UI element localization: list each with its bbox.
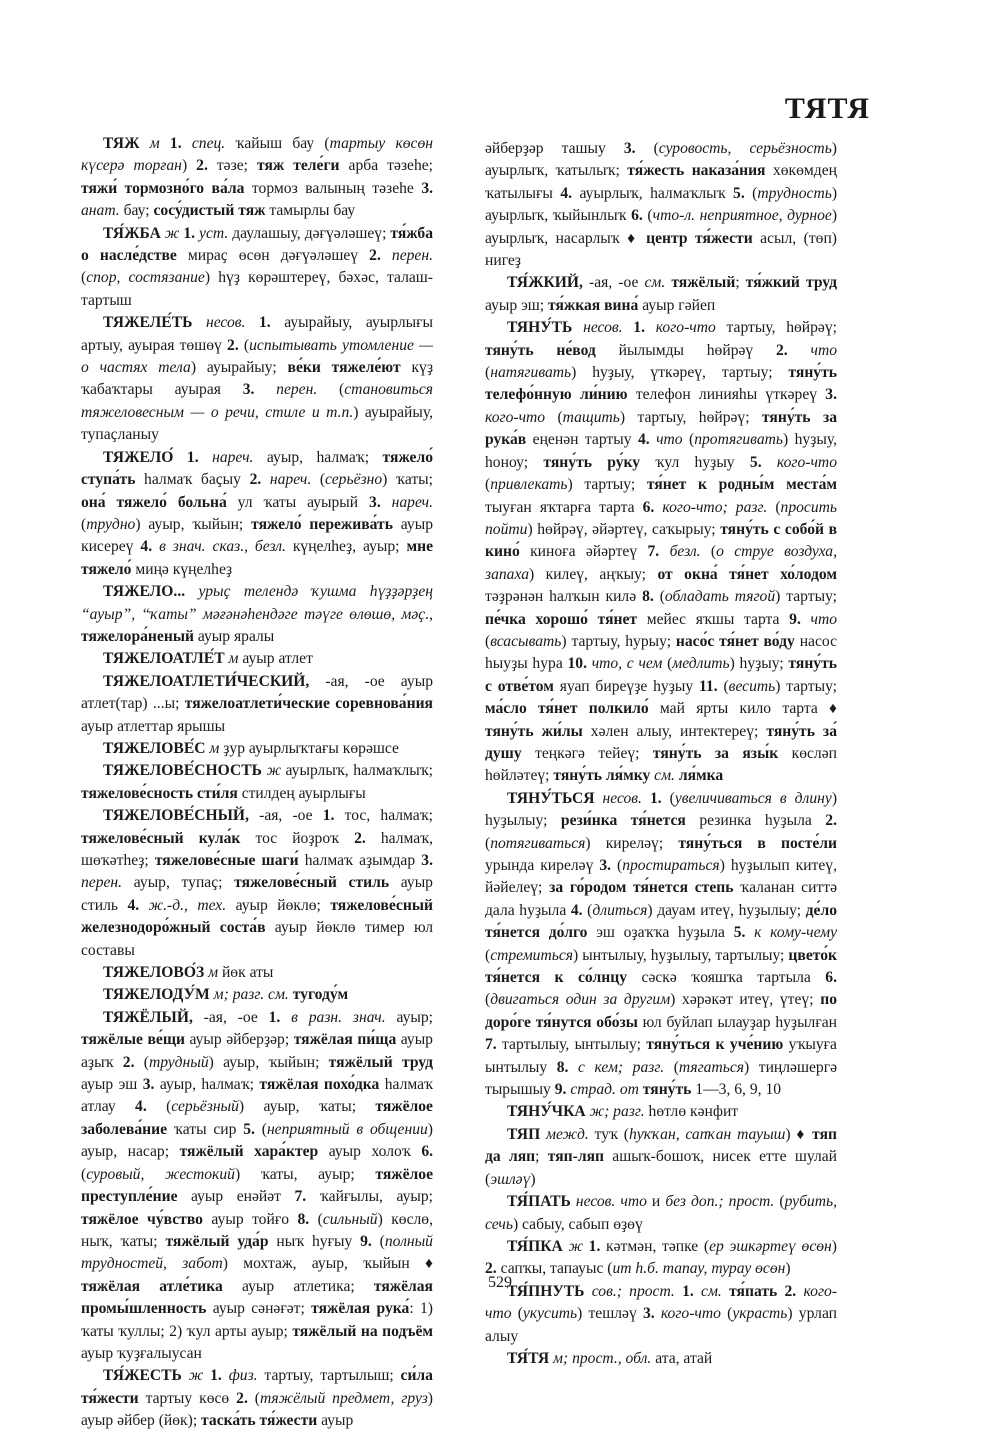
dictionary-entry: ТЯЖЕЛОВЕ́С м ҙур ауырлыҡтағы көрәшсе [103, 739, 399, 757]
dictionary-entry: ТЯЖЕЛОАТЛЕ́Т м ауыр атлет [103, 650, 313, 668]
running-head: ТЯТЯ [784, 92, 870, 125]
dictionary-entry: ТЯНУ́ТЬ несов. 1. кого-что тартыу, һөйрәү; тяну́ть не́вод йылымды һөйрәү 2. что (натягивать) һуҙыу, үткәреү, тартыу; тяну́ть телефо́нную ли́нию телефон линияһы үткәреү 3. кого-что (тащить) тартыу, һөйрәү; тяну́ть за рука́в еңенән тартыу 4. что (протягивать) һуҙыу, һоноу; тяну́ть ру́ку ҡул һуҙыу 5. кого-что (привлекать) тартыу; тя́нет к родны́м места́м тыуған яҡтарға тарта 6. кого-что; разг. (просить пойти) һөйрәү, әйәртеү, саҡырыу; тяну́ть с собо́й в кино́ киноға әйәртеү 7. безл. (о струе воздуха, запаха) килеү, аңҡыу; от окна́ тя́нет хо́лодом тәҙрәнән һалҡын килә 8. (обладать тягой) тартыу; пе́чка хорошо́ тя́нет мейес яҡшы тарта 9. что (всасывать) тартыу, һурыу; насо́с тя́нет во́ду насос һыуҙы һура 10. что, с чем (медлить) һуҙыу; тяну́ть с отве́том яуап биреүҙе һуҙыу 11. (весить) тартыу; ма́сло тя́нет полкило́ май ярты кило тарта ♦ тяну́ть жи́лы хәлен алыу, интектереү; тяну́ть за́ душу теңкәгә тейеү; тяну́ть за язы́к көсләп һөйләтеү; тяну́ть ля́мку см. ля́мка [485, 319, 838, 785]
dictionary-entry: ТЯ́ПКА ж 1. кәтмән, тәпке (ер эшкәртеү өсөн) 2. сапҡы, тапауыс (ит һ.б. тапау, турау өсөн) [485, 1237, 837, 1278]
dictionary-entry: әйберҙәр ташыу 3. (суровость, серьёзность) ауырлыҡ, ҡатылыҡ; тя́жесть наказа́ния хөкөмдең ҡатылығы 4. ауырлыҡ, һалмаҡлыҡ 5. (трудность) ауырлыҡ, ҡыйынлыҡ 6. (что-л. неприятное, дурное) ауырлыҡ, насарлыҡ ♦ центр тя́жести асыл, (төп) нигеҙ [485, 140, 838, 270]
dictionary-entry: ТЯЖЕЛОВЕ́СНЫЙ, -ая, -ое 1. тос, һалмаҡ; тяжелове́сный кула́к тос йоҙроҡ 2. һалмаҡ, шөҡәтһеҙ; тяжелове́сные шаги́ һалмаҡ аҙымдар 3. перен. ауыр, тупаҫ; тяжелове́сный стиль ауыр стиль 4. ж.-д., тех. ауыр йөклө; тяжелове́сный железнодоро́жный соста́в ауыр йөклө тимер юл составы [81, 807, 433, 959]
dictionary-entry: ТЯ́ЖКИЙ, -ая, -ое см. тяжёлый; тя́жкий труд ауыр эш; тя́жкая вина́ ауыр гәйеп [485, 274, 837, 314]
dictionary-entry: ТЯ́ПНУТЬ сов.; прост. 1. см. тя́пать 2. кого-что (укусить) тешләү 3. кого-что (украсть) урлап алыу [485, 1282, 838, 1345]
dictionary-entry: ТЯЖ м 1. спец. ҡайыш бау (тартыу көсөн күсерә торған) 2. тәзе; тяж теле́ги арба тәзеһе; тяжи́ тормозно́го ва́ла тормоз валының тәзеһе 3. анат. бау; сосу́дистый тяж тамырлы бау [81, 135, 434, 220]
dictionary-entry: ТЯЖЕЛОАТЛЕТИ́ЧЕСКИЙ, -ая, -ое ауыр атлет(тар) ...ы; тяжелоатлети́ческие соревнова́ния ауыр атлеттар ярышы [81, 672, 433, 735]
dictionary-entry: ТЯ́ЖБА ж 1. уст. даулашыу, дәғүәләшеү; тя́жба о насле́дстве мираҫ өсөн дәғүәләшеү 2. перен. (спор, состязание) һүҙ көрәштереү, бәхәс, талаш-тартыш [81, 224, 433, 309]
dictionary-entry: ТЯ́ЖЕСТЬ ж 1. физ. тартыу, тартылыш; си́ла тя́жести тартыу көсө 2. (тяжёлый предмет, груз) ауыр әйбер (йөк); таска́ть тя́жести ауыр [81, 1367, 433, 1430]
dictionary-entry: ТЯЖЕЛО... урыҫ телендә ҡушма һүҙҙәрҙең “ауыр”, “ҡаты” мәғәнәһендәге тәүге өлөшө, мәҫ., тяжелора́неный ауыр яралы [81, 583, 433, 645]
dictionary-entry: ТЯЖЕЛЕ́ТЬ несов. 1. ауырайыу, ауырлығы артыу, ауырая төшөү 2. (испытывать утомление — о частях тела) ауырайыу; ве́ки тяжеле́ют күҙ ҡабаҡтары ауырая 3. перен. (становиться тяжеловесным — о речи, стиле и т.п.) ауырайыу, тупаҫланыу [81, 314, 434, 444]
dictionary-entry: ТЯП межд. туҡ (һуҡҡан, сапҡан тауыш) ♦ тяп да ляп; тяп-ляп ашыҡ-бошоҡ, нисек етте шулай (эшләү) [485, 1125, 838, 1188]
dictionary-entry: ТЯЖЕЛОВО́З м йөк аты [103, 964, 274, 982]
dictionary-entry: ТЯ́ТЯ м; прост., обл. ата, атай [507, 1349, 713, 1367]
dictionary-entry: ТЯЖЕЛОВЕ́СНОСТЬ ж ауырлыҡ, һалмаҡлыҡ; тяжелове́сность сти́ля стилдең ауырлығы [81, 762, 433, 802]
dictionary-entry: ТЯНУ́ЧКА ж; разг. һөтлө кәнфит [507, 1103, 739, 1121]
dictionary-entry: ТЯНУ́ТЬСЯ несов. 1. (увеличиваться в длину) һуҙылыу; рези́нка тя́нется резинка һуҙыла 2. (потягиваться) киреләү; тяну́ться в посте́ли урында киреләү 3. (простираться) һуҙылып китеү, йәйелеү; за го́родом тя́нется степь ҡаланан ситтә дала һуҙыла 4. (длиться) дауам итеү, һуҙылыу; де́ло тя́нется до́лго эш оҙаҡҡа һуҙыла 5. к кому-чему (стремиться) ынтылыу, һуҙылыу, тартылыу; цвето́к тя́нется к со́лнцу сәскә ҡояшҡа тартыла 6. (двигаться один за другим) хәрәкәт итеү, үтеү; по доро́ге тя́нутся обо́зы юл буйлап ылауҙар һуҙылған 7. тартылыу, ынтылыу; тяну́ться к уче́нию уҡыуға ынтылыу 8. с кем; разг. (тягаться) тиңләшергә тырышыу 9. страд. от тяну́ть 1—3, 6, 9, 10 [485, 789, 838, 1099]
dictionary-entry: ТЯ́ПАТЬ несов. что и без доп.; прост. (рубить, сечь) сабыу, сабып өҙөү [485, 1193, 837, 1233]
page-number: 529 [488, 1274, 512, 1291]
dictionary-entry: ТЯЖЁЛЫЙ, -ая, -ое 1. в разн. знач. ауыр; тяжёлые ве́щи ауыр әйберҙәр; тяжёлая пи́ща ауыр аҙыҡ 2. (трудный) ауыр, ҡыйын; тяжёлый труд ауыр эш 3. ауыр, һалмаҡ; тяжёлая похо́дка һалмаҡ атлау 4. (серьёзный) ауыр, ҡаты; тяжёлое заболева́ние ҡаты сир 5. (неприятный в общении) ауыр, насар; тяжёлый хара́ктер ауыр холоҡ 6. (суровый, жестокий) ҡаты, ауыр; тяжёлое преступле́ние ауыр енәйәт 7. ҡайғылы, ауыр; тяжёлое чу́вство ауыр тойғо 8. (сильный) көслө, ныҡ, ҡаты; тяжёлый уда́р ныҡ һуғыу 9. (полный трудностей, забот) мохтаж, ауыр, ҡыйын ♦ тяжёлая атле́тика ауыр атлетика; тяжёлая промы́шленность ауыр сәнәғәт; тяжёлая рука́: 1) ҡаты ҡуллы; 2) ҡул арты ауыр; тяжёлый на подъём ауыр ҡуҙғалыусан [81, 1008, 434, 1362]
left-column [81, 133, 433, 1433]
right-column [485, 138, 837, 1370]
dictionary-entry: ТЯЖЕЛО́ 1. нареч. ауыр, һалмаҡ; тяжело́ ступа́ть һалмаҡ баҫыу 2. нареч. (серьёзно) ҡаты; она́ тяжело́ больна́ ул ҡаты ауырый 3. нареч. (трудно) ауыр, ҡыйын; тяжело́ пережива́ть ауыр кисереү 4. в знач. сказ., безл. күңелһеҙ, ауыр; мне тяжело́ миңә күңелһеҙ [81, 448, 434, 578]
dictionary-entry: ТЯЖЕЛОДУ́М м; разг. см. тугоду́м [103, 986, 349, 1004]
